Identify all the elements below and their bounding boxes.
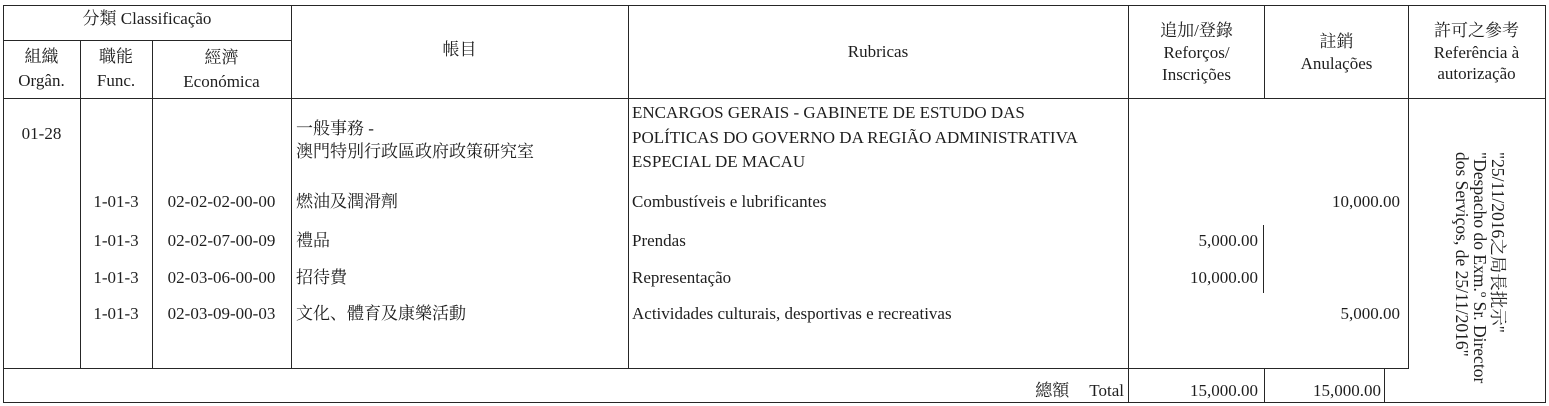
column-line-anulacoes-referencia-total: [1384, 368, 1385, 403]
row-funcional-code: 1-01-3: [93, 192, 139, 211]
reforcos-header: [1128, 20, 1265, 86]
authorization-reference-line: "25/11/2016之局長批示": [1488, 152, 1508, 333]
economica-header-pt: Económica: [183, 72, 260, 91]
section-rubrica-zh-line: 澳門特別行政區政府政策研究室: [296, 141, 534, 161]
authorization-reference-line: "Despacho do Exm.º Sr. Director: [1470, 152, 1490, 384]
referencia-header: [1408, 20, 1545, 85]
row-economica-code: 02-02-07-00-09: [167, 231, 276, 250]
economica-header-zh: 經濟: [204, 48, 239, 67]
economica-header: [152, 46, 291, 94]
total-reforcos-amount: 15,000.00: [1190, 381, 1258, 400]
classification-divider-line: [3, 40, 292, 41]
section-rubrica-pt-line: POLÍTICAS DO GOVERNO DA REGIÃO ADMINISTRATIVA: [632, 127, 1078, 147]
row-funcional-code: 1-01-3: [93, 304, 139, 323]
section-organica-code: 01-28: [21, 124, 62, 143]
authorization-reference: [1453, 152, 1507, 392]
total-anulacoes-amount: 15,000.00: [1313, 381, 1381, 400]
row-reforcos-amount: 5,000.00: [1198, 231, 1258, 250]
anulacoes-header-zh: 註銷: [1319, 32, 1354, 51]
total-label-pt: Total: [1089, 381, 1124, 400]
row-rubrica-zh: 禮品: [296, 231, 330, 250]
section-rubrica-zh: [296, 117, 534, 163]
referencia-header-zh: 許可之參考: [1434, 21, 1519, 40]
table-border-right: [1545, 5, 1546, 403]
organica-header-pt: Orgân.: [18, 71, 65, 90]
reforcos-header-pt-line2: Inscrições: [1162, 65, 1231, 84]
row-anulacoes-amount: 5,000.00: [1340, 304, 1400, 323]
section-rubrica-zh-line: 一般事務 -: [296, 118, 374, 138]
row-rubrica-zh: 文化、體育及康樂活動: [296, 304, 466, 323]
row-rubrica-pt: Combustíveis e lubrificantes: [632, 192, 827, 211]
row-economica-code: 02-03-06-00-00: [167, 268, 276, 287]
funcional-header-pt: Func.: [96, 71, 136, 90]
authorization-reference-line: dos Serviços, de 25/11/2016": [1452, 152, 1472, 357]
row-rubrica-zh: 招待費: [296, 268, 347, 287]
row-reforcos-amount: 10,000.00: [1190, 268, 1258, 287]
classification-header: 分類 Classificação: [82, 9, 212, 28]
organica-header: [3, 45, 80, 93]
header-bottom-line: [3, 98, 1546, 99]
row-economica-code: 02-02-02-00-00: [167, 192, 276, 211]
anulacoes-header: [1265, 31, 1408, 75]
referencia-header-pt-line2: autorização: [1437, 64, 1516, 83]
organica-header-zh: 組織: [24, 47, 59, 66]
section-rubrica-pt: [632, 101, 1078, 175]
section-rubrica-pt-line: ESPECIAL DE MACAU: [632, 152, 806, 171]
row-rubrica-pt: Representação: [632, 268, 732, 287]
total-row-top-line: [3, 368, 1409, 369]
total-label-zh: 總額: [1035, 381, 1070, 400]
row-rubrica-zh: 燃油及潤滑劑: [296, 192, 398, 211]
reforcos-header-pt-line1: Reforços/: [1163, 43, 1230, 62]
row-funcional-code: 1-01-3: [93, 231, 139, 250]
rubrica-pt-header: Rubricas: [847, 42, 909, 61]
row-funcional-code: 1-01-3: [93, 268, 139, 287]
anulacoes-header-pt: Anulações: [1300, 54, 1373, 73]
row-rubrica-pt: Actividades culturais, desportivas e recreativas: [632, 304, 952, 323]
referencia-header-pt-line1: Referência à: [1433, 42, 1520, 62]
funcional-header-zh: 職能: [99, 47, 133, 66]
section-rubrica-pt-line: ENCARGOS GERAIS - GABINETE DE ESTUDO DAS: [632, 103, 1025, 122]
total-label: [628, 379, 1124, 403]
rubrica-zh-header: 帳目: [442, 40, 477, 59]
funcional-header: [80, 45, 152, 93]
row-rubrica-pt: Prendas: [632, 231, 686, 250]
row-economica-code: 02-03-09-00-03: [167, 304, 276, 323]
row-anulacoes-amount: 10,000.00: [1332, 192, 1400, 211]
column-line-reforcos-anulacoes-body: [1263, 225, 1264, 293]
reforcos-header-zh: 追加/登錄: [1160, 21, 1233, 40]
